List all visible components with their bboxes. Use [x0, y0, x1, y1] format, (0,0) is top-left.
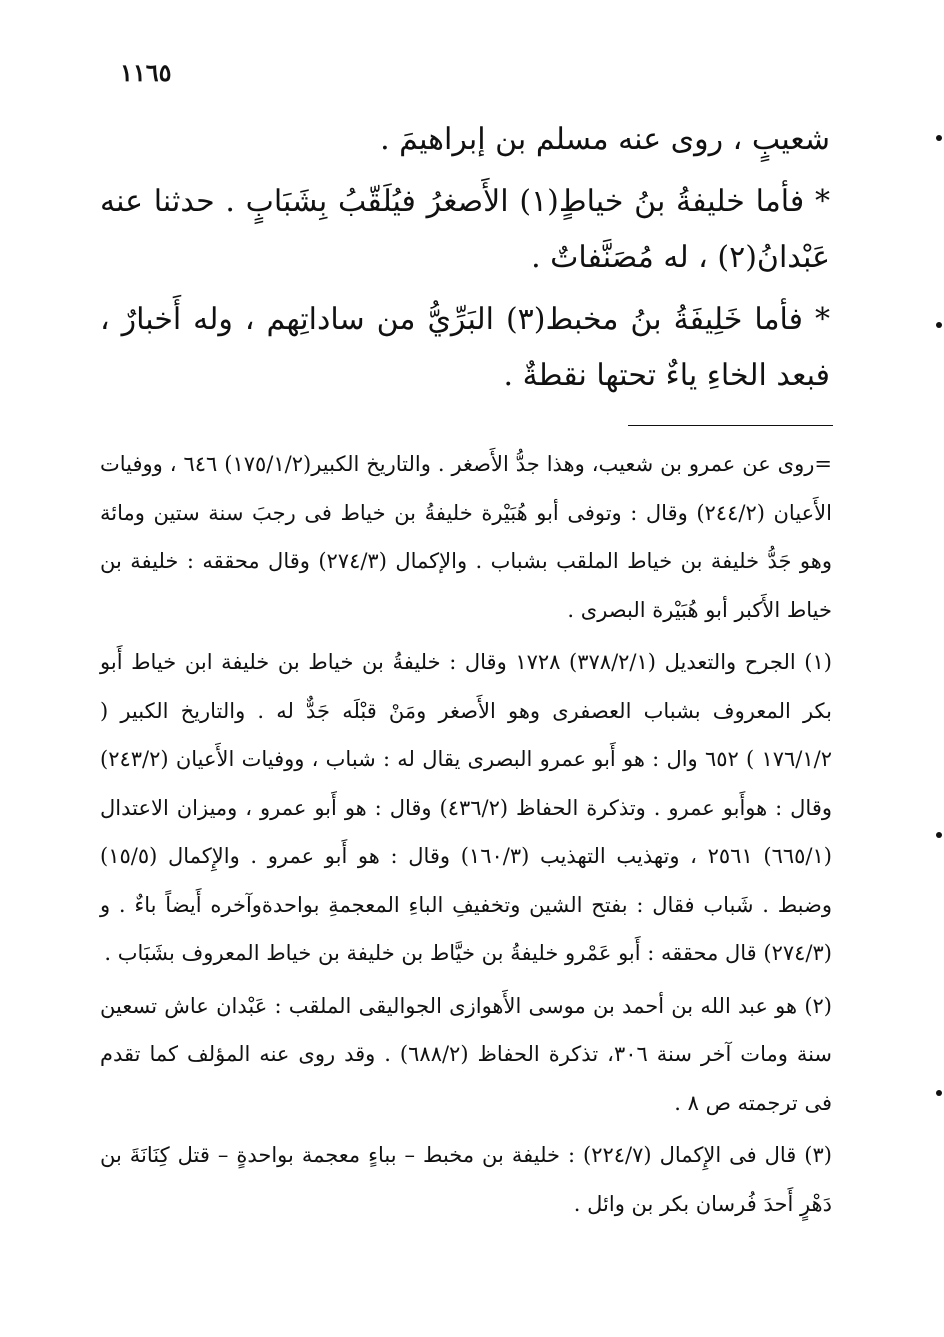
footnote-continuation: =روى عن عمرو بن شعيب، وهذا جدُّ الأَصغر . والتاريخ الكبير(١٧٥/١/٢) ٦٤٦ ، ووفيات الأَعيان (٢٤٤/٢) وقال : وتوفى أبو هُبَيْرة خليفةُ بن خياط فى رجبَ سنة ستين ومائة وهو جَدُّ خليفة بن خياط الملقب بشباب . والإكمال (٢٧٤/٣) وقال محققه : خليفة بن خياط الأَكبر أبو هُبَيْرة البصرى . — [100, 452, 832, 622]
margin-dot — [936, 832, 942, 838]
margin-dot — [936, 135, 942, 141]
main-text — [100, 112, 830, 410]
main-paragraph: * فأما خليفةُ بنُ خياطٍ(١) الأَصغرُ فيُلَقّبُ بِشَبَابٍ . حدثنا عنه عَبْدانُ(٢) ، له مُصَنَّفاتٌ . — [100, 184, 831, 275]
footnote-1: (١) الجرح والتعديل (٣٧٨/٢/١) ١٧٢٨ وقال : خليفةُ بن خياط بن خليفة ابن خياط أَبو بكر المعروف بشباب العصفرى وهو الأَصغر ومَنْ قبْلَه جَدٌّ له . والتاريخ الكبير ( ١٧٦/١/٢ ) ٦٥٢ وال : هو أَبو عمرو البصرى يقال له : شباب ، ووفيات الأَعيان (٢٤٣/٢) وقال : هوأَبو عمرو . وتذكرة الحفاظ (٤٣٦/٢) وقال : هو أَبو عمرو ، وميزان الاعتدال (٦٦٥/١) ٢٥٦١ ، وتهذيب التهذيب (١٦٠/٣) وقال : هو أَبو عمرو . والإِكمال (١٥/٥) وضبط . شَباب فقال : بفتح الشين وتخفيفِ الباءِ المعجمةِ بواحدةوآخره أَيضاً باءٌ . و (٢٧٤/٣) قال محققه : أَبو عَمْرو خليفةُ بن خيَّاط بن خليفة بن خياط المعروف بشَبَاب . — [100, 650, 833, 965]
footnote-divider — [628, 425, 833, 426]
footnote-3: (٣) قال فى الإِكمال (٢٢٤/٧) : خليفة بن مخبط – بباءٍ معجمة بواحدةٍ – قتل كِنَانَةَ بن دَهْرٍ أَحدَ فُرسان بكر بن وائل . — [100, 1143, 832, 1216]
margin-dot — [936, 1090, 942, 1096]
main-paragraph: شعيبٍ ، روى عنه مسلم بن إبراهيمَ . — [380, 122, 830, 157]
margin-dot — [936, 322, 942, 328]
main-paragraph: * فأما خَلِيفَةُ بنُ مخبط(٣) البَرِّيُّ من ساداتِهم ، وله أَخبارٌ ، فبعد الخاءِ ياءٌ تحتها نقطةٌ . — [100, 302, 830, 393]
footnote-2: (٢) هو عبد الله بن أحمد بن موسى الأَهوازى الجواليقى الملقب : عَبْدان عاش تسعين سنة ومات آخر سنة ٣٠٦، تذكرة الحفاظ (٦٨٨/٢) . وقد روى عنه المؤلف كما تقدم فى ترجمته ص ٨ . — [100, 993, 833, 1115]
page-number: ١١٦٥ — [120, 58, 172, 87]
footnotes — [100, 440, 832, 1232]
